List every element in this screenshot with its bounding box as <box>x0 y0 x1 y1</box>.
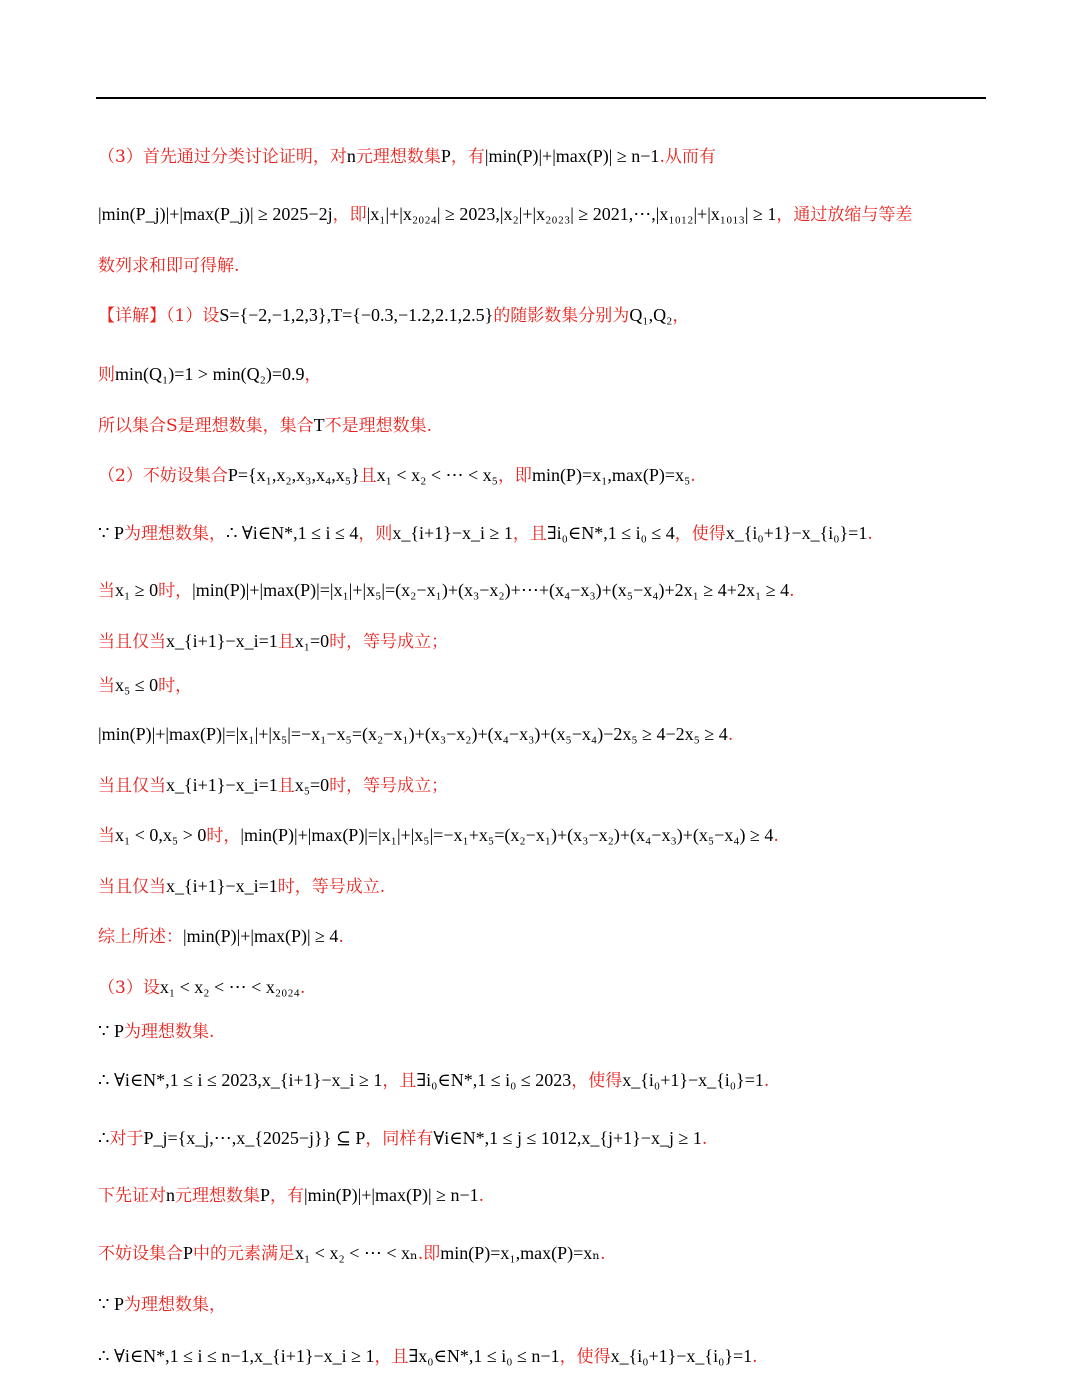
math-segment: |min(P)|+|max(P)| ≥ 4 <box>183 926 339 946</box>
text-segment: . <box>752 1347 758 1367</box>
solution-line <box>98 1291 990 1318</box>
math-segment: x₅ ≤ 0 <box>115 675 159 695</box>
text-segment: . <box>690 466 696 486</box>
solution-line <box>98 1125 990 1152</box>
text-segment: . <box>727 725 734 745</box>
text-segment: ，即 <box>332 205 367 225</box>
solution-line <box>98 143 990 170</box>
text-segment: .即 <box>417 1244 441 1264</box>
text-segment: ，使得 <box>559 1347 611 1367</box>
math-segment: |min(P)|+|max(P)| ≥ n−1 <box>484 146 660 166</box>
text-segment: ，同样有 <box>365 1129 434 1149</box>
text-segment: （2）不妨设集合 <box>98 466 228 486</box>
text-segment: 当且仅当 <box>98 632 166 652</box>
math-segment: x₁ < 0,x₅ > 0 <box>115 825 207 845</box>
text-segment: 为理想数集， <box>123 1295 226 1315</box>
text-segment: ，使得 <box>571 1071 623 1091</box>
text-segment: 则 <box>98 365 115 385</box>
math-segment: x₁ < x₂ < ⋯ < x₂₀₂₄ <box>159 977 300 997</box>
math-segment: ∴ ∀i∈N*,1 ≤ i ≤ n−1,x_{i+1}−x_i ≥ 1 <box>98 1346 375 1366</box>
solution-line <box>98 628 990 655</box>
text-segment: 不是理想数集. <box>324 416 433 436</box>
solution-line <box>98 721 990 748</box>
text-segment: 所以集合S是理想数集，集合 <box>98 416 314 436</box>
text-segment: . <box>701 1129 708 1149</box>
text-segment: 的随影数集分别为 <box>493 306 630 326</box>
math-segment: x_{i+1}−x_i=1 <box>166 775 278 795</box>
solution-line <box>98 1343 990 1370</box>
math-segment: ∀i∈N*,1 ≤ j ≤ 1012,x_{j+1}−x_j ≥ 1 <box>433 1128 702 1148</box>
math-segment: x₁ < x₂ < ⋯ < xₙ <box>295 1243 418 1263</box>
text-segment: 为理想数集， <box>123 524 226 544</box>
text-segment: . <box>867 524 873 544</box>
text-segment: .从而有 <box>659 147 716 167</box>
text-segment: 且 <box>277 776 295 796</box>
math-segment: ∃i₀∈N*,1 ≤ i₀ ≤ 2023 <box>416 1070 572 1090</box>
math-segment: |min(P)|+|max(P)| ≥ n−1 <box>304 1185 479 1205</box>
solution-line <box>98 772 990 799</box>
text-segment: 时， <box>206 826 241 846</box>
text-segment: ，即 <box>497 466 532 486</box>
math-segment: x₁ < x₂ < ⋯ < x₅ <box>376 465 498 485</box>
solution-line <box>98 577 990 604</box>
math-segment: x_{i+1}−x_i ≥ 1 <box>392 523 513 543</box>
text-segment: . <box>299 978 306 998</box>
math-segment: |min(P_j)|+|max(P_j)| ≥ 2025−2j <box>98 204 333 224</box>
text-segment: 元理想数集 <box>355 147 441 167</box>
math-segment: ∃x₀∈N*,1 ≤ i₀ ≤ n−1 <box>408 1346 560 1366</box>
math-segment: |min(P)|+|max(P)|=|x₁|+|x₅|=−x₁+x₅=(x₂−x₁)+(x₃−x₂)+(x₄−x₃)+(x₅−x₄) ≥ 4 <box>240 825 774 845</box>
math-segment: x_{i+1}−x_i=1 <box>166 876 278 896</box>
text-segment: . <box>789 581 795 601</box>
text-segment: . <box>600 1244 606 1264</box>
math-segment: ∴ <box>98 1128 110 1148</box>
math-segment: ∵ P <box>98 1294 124 1314</box>
text-segment: 时， <box>158 676 193 696</box>
text-segment: . <box>478 1186 485 1206</box>
math-segment: P={x₁,x₂,x₃,x₄,x₅} <box>227 465 360 485</box>
text-segment: 中的元素满足 <box>193 1244 296 1264</box>
text-segment: 时， <box>158 581 193 601</box>
text-segment: 时，等号成立； <box>329 776 449 796</box>
text-segment: ，且 <box>512 524 547 544</box>
text-segment: （3）设 <box>98 978 160 998</box>
text-segment: 当 <box>98 826 115 846</box>
math-segment: min(P)=x₁,max(P)=x₅ <box>531 465 691 485</box>
math-segment: x₁=0 <box>294 631 330 651</box>
solution-line <box>98 462 990 489</box>
math-segment: x₅=0 <box>294 775 330 795</box>
text-segment: 下先证对 <box>98 1186 166 1206</box>
solution-line <box>98 412 990 439</box>
text-segment: ，且 <box>374 1347 409 1367</box>
text-segment: ， <box>304 365 322 385</box>
text-segment: 且 <box>359 466 377 486</box>
text-segment: ， <box>672 306 690 326</box>
math-segment: x_{i₀+1}−x_{i₀}=1 <box>610 1346 753 1366</box>
solution-line <box>98 873 990 900</box>
text-segment: 时，等号成立； <box>329 632 449 652</box>
math-segment: ∴ ∀i∈N*,1 ≤ i ≤ 2023,x_{i+1}−x_i ≥ 1 <box>98 1070 383 1090</box>
text-segment: 时，等号成立. <box>277 877 386 897</box>
text-segment: 当且仅当 <box>98 776 166 796</box>
text-segment: 数列求和即可得解. <box>98 256 240 276</box>
text-segment: ，使得 <box>674 524 726 544</box>
solution-line <box>98 201 990 228</box>
math-segment: |min(P)|+|max(P)|=|x₁|+|x₅|=−x₁−x₅=(x₂−x₁)+(x₃−x₂)+(x₄−x₃)+(x₅−x₄)−2x₅ ≥ 4−2x₅ ≥ 4 <box>98 724 728 744</box>
math-segment: S={−2,−1,2,3},T={−0.3,−1.2,2.1,2.5} <box>219 305 494 325</box>
solution-line <box>98 672 990 699</box>
solution-line <box>98 1067 990 1094</box>
math-segment: P <box>183 1243 194 1263</box>
text-segment: 元理想数集 <box>175 1186 260 1206</box>
solution-line <box>98 1182 990 1209</box>
text-segment: ，且 <box>382 1071 417 1091</box>
text-segment: 对于 <box>109 1129 144 1149</box>
math-segment: ∵ P <box>98 1021 124 1041</box>
solution-line <box>98 253 990 279</box>
math-segment: x₁ ≥ 0 <box>115 580 159 600</box>
solution-line <box>98 974 990 1001</box>
math-segment: x_{i₀+1}−x_{i₀}=1 <box>725 523 868 543</box>
text-segment: 当 <box>98 676 115 696</box>
text-segment: . <box>338 927 344 947</box>
solution-line <box>98 1240 990 1267</box>
solution-line <box>98 822 990 849</box>
solution-line <box>98 923 990 950</box>
text-segment: 当 <box>98 581 115 601</box>
solution-line <box>98 361 990 388</box>
math-segment: Q₁,Q₂ <box>629 305 673 325</box>
solution-line <box>98 520 990 547</box>
text-segment: 且 <box>277 632 295 652</box>
header-rule <box>96 97 986 99</box>
math-segment: min(P)=x₁,max(P)=xₙ <box>440 1243 601 1263</box>
math-segment: ∃i₀∈N*,1 ≤ i₀ ≤ 4 <box>546 523 675 543</box>
text-segment: . <box>763 1071 770 1091</box>
text-segment: ，则 <box>358 524 393 544</box>
text-segment: ，有 <box>450 147 485 167</box>
text-segment: ，有 <box>270 1186 305 1206</box>
math-segment: P <box>260 1185 271 1205</box>
text-segment: 综上所述： <box>98 927 183 947</box>
text-segment: 当且仅当 <box>98 877 166 897</box>
math-segment: ∴ ∀i∈N*,1 ≤ i ≤ 4 <box>225 523 359 543</box>
text-segment: ，通过放缩与等差 <box>776 205 913 225</box>
math-segment: P <box>440 146 451 166</box>
math-segment: n <box>346 146 356 166</box>
text-segment: . <box>773 826 779 846</box>
text-segment: 为理想数集. <box>123 1022 215 1042</box>
math-segment: P_j={x_j,⋯,x_{2025−j}} ⊆ P <box>143 1128 366 1148</box>
math-segment: n <box>166 1185 175 1205</box>
math-segment: T <box>313 415 325 435</box>
solution-line <box>98 1018 990 1045</box>
text-segment: （3）首先通过分类讨论证明，对 <box>98 147 347 167</box>
math-segment: |x₁|+|x₂₀₂₄| ≥ 2023,|x₂|+|x₂₀₂₃| ≥ 2021,⋯,|x₁₀₁₂|+|x₁₀₁₃| ≥ 1 <box>366 204 777 224</box>
text-segment: 不妨设集合 <box>98 1244 183 1264</box>
solution-line <box>98 302 990 329</box>
math-segment: x_{i+1}−x_i=1 <box>166 631 278 651</box>
text-segment: 【详解】（1）设 <box>98 306 220 326</box>
math-segment: x_{i₀+1}−x_{i₀}=1 <box>622 1070 764 1090</box>
math-segment: |min(P)|+|max(P)|=|x₁|+|x₅|=(x₂−x₁)+(x₃−x₂)+⋯+(x₄−x₃)+(x₅−x₄)+2x₁ ≥ 4+2x₁ ≥ 4 <box>192 580 790 600</box>
math-segment: min(Q₁)=1 > min(Q₂)=0.9 <box>115 364 305 384</box>
math-segment: ∵ P <box>98 523 124 543</box>
